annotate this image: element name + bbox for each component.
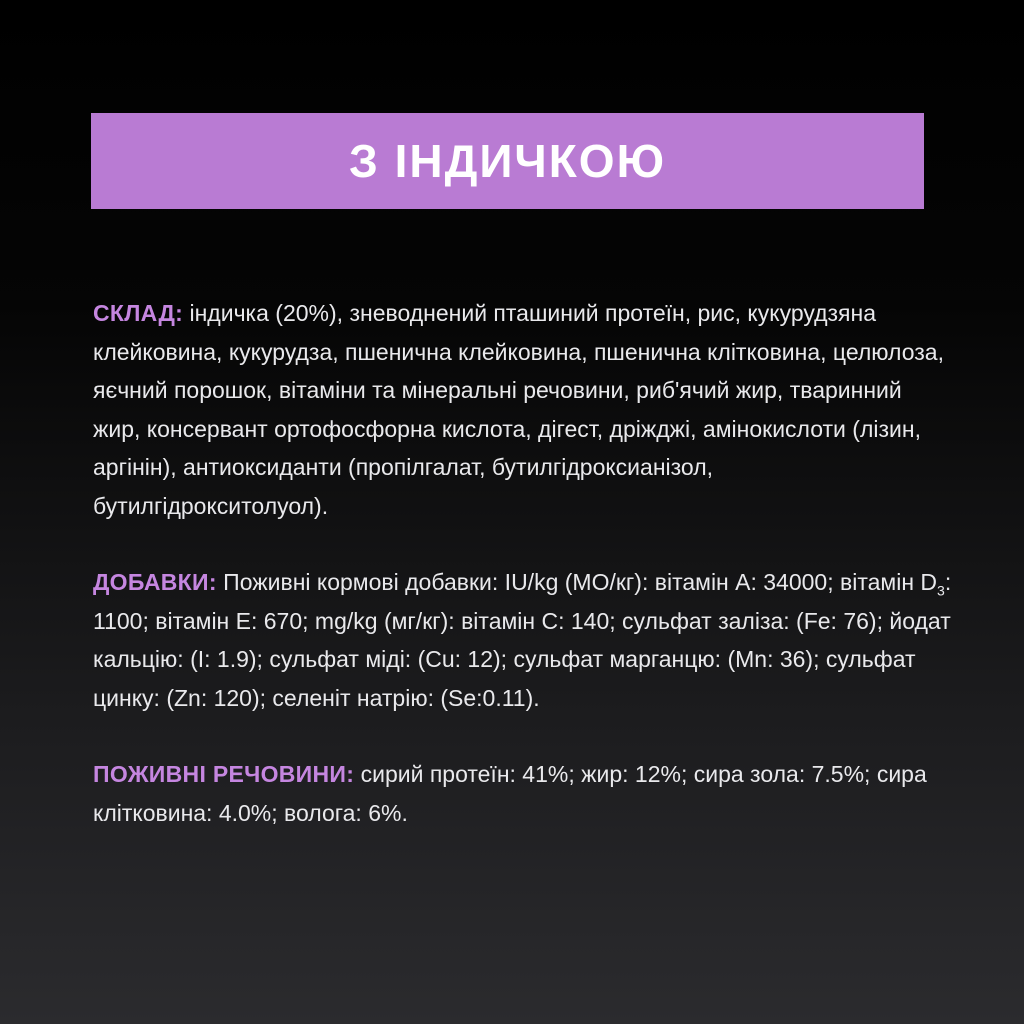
ingredients-content (93, 294, 953, 870)
nutrients-text: сирий протеїн: 41%; жир: 12%; сира зола: 7.5%; сира клітковина: 4.0%; волога: 6%. (93, 761, 927, 826)
vitamin-d-subscript: 3 (937, 582, 945, 599)
additives-label: ДОБАВКИ: (93, 569, 217, 595)
nutrients-section (93, 755, 953, 832)
composition-label: СКЛАД: (93, 300, 184, 326)
composition-section (93, 294, 953, 525)
nutrients-label: ПОЖИВНІ РЕЧОВИНИ: (93, 761, 355, 787)
additives-text-part1: Поживні кормові добавки: IU/kg (МО/кг): вітамін A: 34000; вітамін D (216, 569, 938, 595)
composition-text: індичка (20%), зневоднений пташиний протеїн, рис, кукурудзяна клейковина, кукурудза, пшенична клейковина, пшенична клітковина, целюлоза, яєчний порошок, вітаміни та мінеральні речовини, риб'ячий жир, тваринний жир, консервант ортофосфорна кислота, дігест, дріжджі, амінокислоти (лізин, аргінін), антиоксиданти (пропілгалат, бутилгідроксианізол, бутилгідрокситолуол). (93, 300, 944, 519)
additives-section (93, 563, 953, 717)
title-banner (91, 113, 924, 209)
page-title: З ІНДИЧКОЮ (348, 135, 667, 187)
additives-text-part2: : 1100; вітамін E: 670; mg/kg (мг/кг): вітамін C: 140; сульфат заліза: (Fe: 76); йодат кальцію: (I: 1.9); сульфат міді: (Cu: 12); сульфат марганцю: (Mn: 36); сульфат цинку: (Zn: 120); селеніт натрію: (Se:0.11). (93, 569, 952, 711)
